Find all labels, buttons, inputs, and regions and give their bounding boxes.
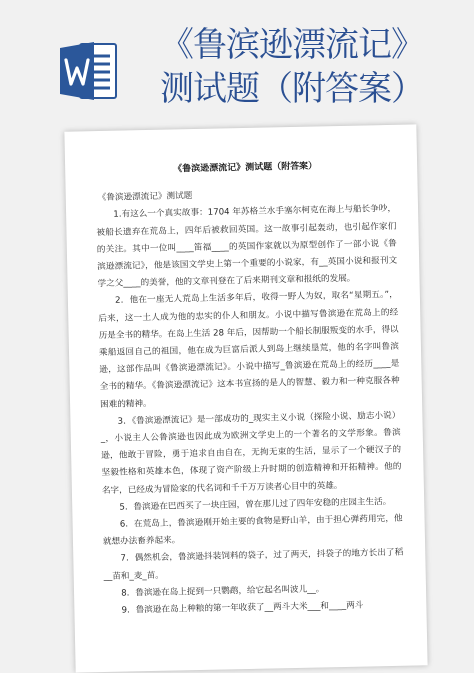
page-header [0, 0, 474, 120]
document-body [95, 157, 405, 620]
paragraph-3: 3．《鲁滨逊漂流记》是一部成功的_现实主义小说（探险小说、励志小说）_，小说主人公鲁滨逊也因此成为欧洲文学史上的一个著名的文学形象。鲁滨逊，他敢于冒险，勇于追求自由自在，无拘无束的生活，显示了一个硬汉子的坚毅性格和英雄本色，体现了资产阶级上升时期的创造精神和开拓精神。他的名字，已经成为冒险家的代名词和千千万万读者心目中的英雄。 [100, 410, 402, 496]
paragraph-8: 8．鲁滨逊在岛上捉到一只鹦鹉，给它起名叫波儿__。 [121, 584, 325, 599]
page-title-line-1: 《鲁滨逊漂流记》 [160, 25, 424, 65]
paragraph-9: 9．鲁滨逊在岛上种粮的第一年收获了__两斗大米___和____两斗 [121, 600, 364, 616]
paragraph-7: 7．偶然机会，鲁滨逊抖装饲料的袋子，过了两天，抖袋子的地方长出了稻__苗和_麦_苗。 [103, 548, 404, 582]
paragraph-1: 1.有这么一个真实故事：1704 年苏格兰水手塞尔柯克在海上与船长争吵，被船长遗弃在荒岛上，四年后被救回英国。这一故事引起轰动，也引起作家们的关注。其中一位叫____笛福____的英国作家就以为原型创作了一部小说《鲁滨逊漂流记》，他是该国文学史上第一个重要的小说家，有__英国小说和报刊文学之父____的美誉，他的文章刊登在了后来期刊文章和报纸的发展。 [96, 204, 398, 290]
document-page [64, 124, 427, 672]
page-title-line-2: 测试题（附答案） [160, 69, 424, 109]
paragraph-2: 2．他在一座无人荒岛上生活多年后，收得一野人为奴，取名“星期五。”，后来，这一土人成为他的忠实的仆人和朋友。小说中描写鲁滨逊在荒岛上的经历是全书的精华。在岛上生活 28 年后，因帮助一个船长制服叛变的水手，得以乘船返回自己的祖国，他在成为巨富后派人到岛上继续垦荒，他的名字叫鲁滨逊，这部作品叫《鲁滨逊漂流记》。小说中描写_鲁滨逊在荒岛上的经历____是全书的精华。《鲁滨逊漂流记》这本书宣扬的是人的智慧、毅力和一种克服各种困难的精神。 [98, 290, 400, 410]
document-subtitle: 《鲁滨逊漂流记》测试题 [97, 191, 193, 204]
word-doc-icon [60, 40, 118, 102]
paragraph-5: 5．鲁滨逊在巴西买了一块庄园，曾在那儿过了四年安稳的庄园主生活。 [119, 496, 392, 513]
paragraph-6: 6．在荒岛上，鲁滨逊刚开始主要的食物是野山羊，由于担心弹药用完，他就想办法畜养起来。 [102, 513, 403, 548]
document-title: 《鲁滨逊漂流记》测试题（附答案） [173, 161, 318, 175]
